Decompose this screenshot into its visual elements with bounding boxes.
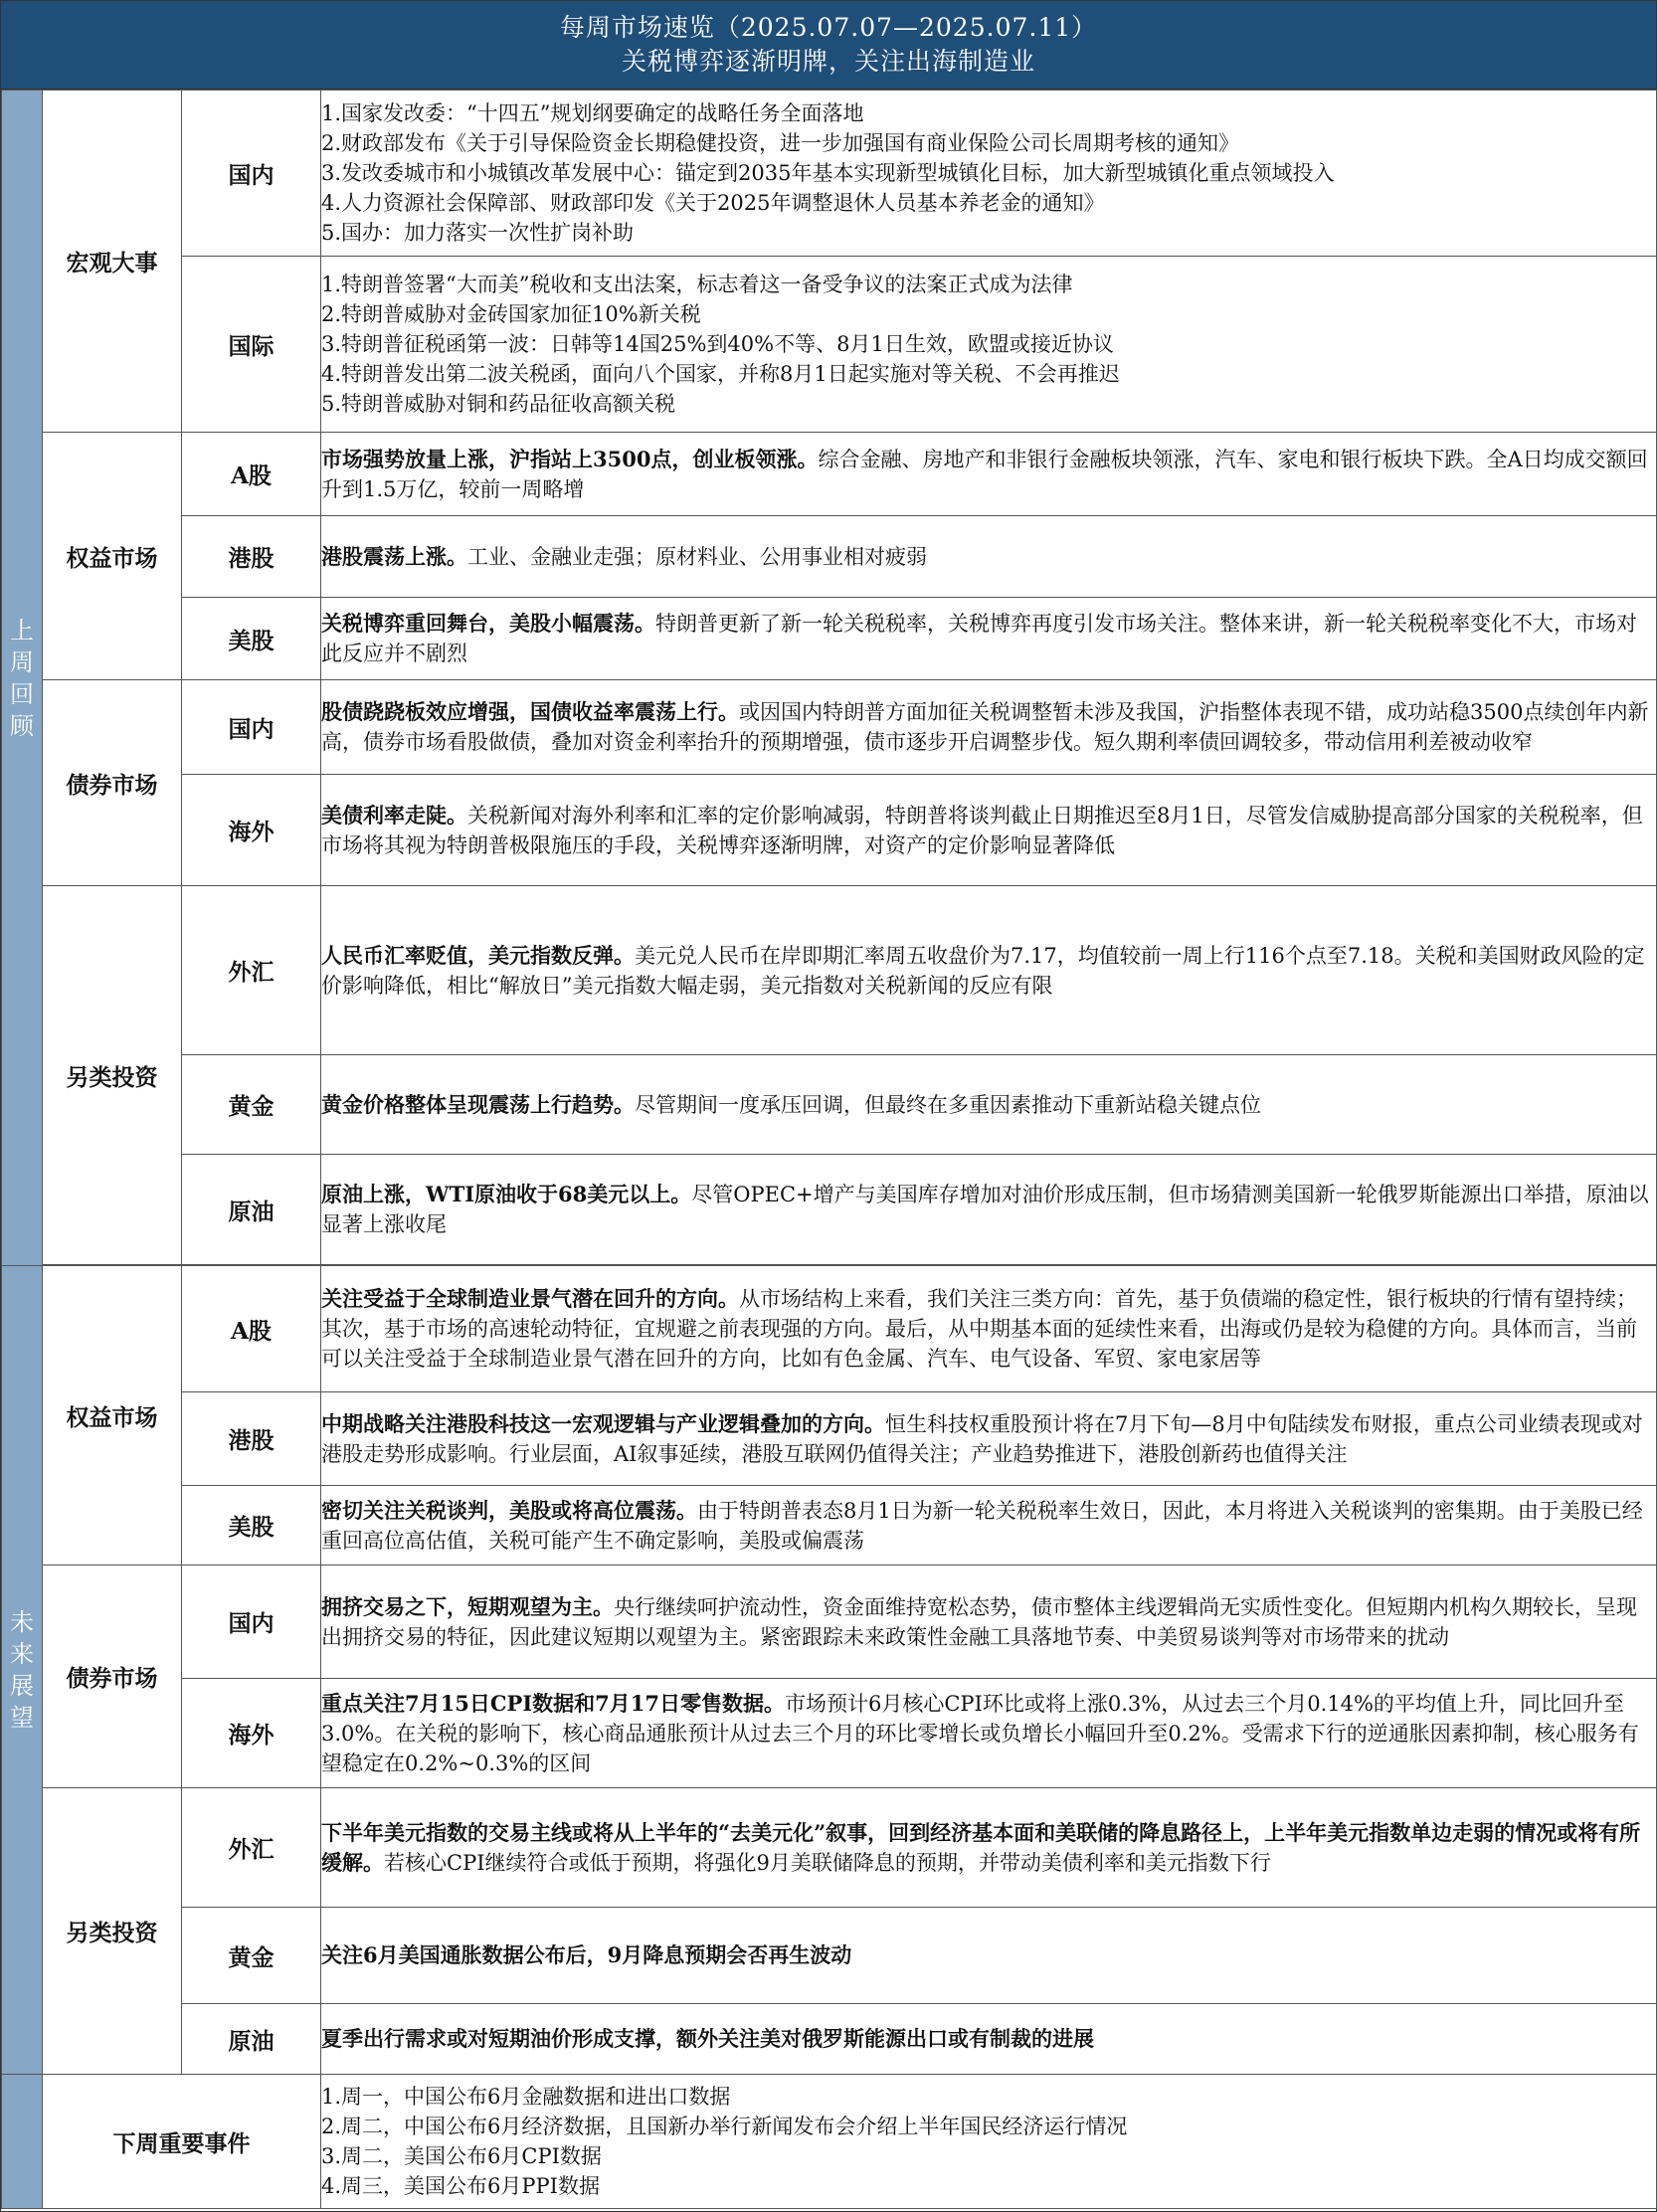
outlook-equity-hk-content: 中期战略关注港股科技这一宏观逻辑与产业逻辑叠加的方向。恒生科技权重股预计将在7月下旬—8月中旬陆续发布财报，重点公司业绩表现或对港股走势形成影响。行业层面，AI叙事延续，港股互联网仍值得关注；产业趋势推进下，港股创新药也值得关注 <box>321 1392 1657 1486</box>
review-macro-label: 宏观大事 <box>43 91 182 433</box>
outlook-bond-dom-label: 国内 <box>182 1566 321 1679</box>
review-alt-fx-label: 外汇 <box>182 886 321 1055</box>
review-alt-oil-label: 原油 <box>182 1155 321 1265</box>
review-equity-a-row <box>2 433 1657 516</box>
list-item: 2.特朗普威胁对金砖国家加征10%新关税 <box>321 302 701 326</box>
outlook-alt-oil-row <box>2 2004 1657 2075</box>
outlook-equity-hk-label: 港股 <box>182 1392 321 1486</box>
review-equity-us-label: 美股 <box>182 598 321 680</box>
review-alt-label: 另类投资 <box>43 886 182 1265</box>
review-macro-intl-content <box>321 257 1657 433</box>
list-item: 2.周二，中国公布6月经济数据，且国新办举行新闻发布会介绍上半年国民经济运行情况 <box>321 2115 1128 2138</box>
review-equity-hk-label: 港股 <box>182 516 321 598</box>
list-item: 3.特朗普征税函第一波：日韩等14国25%到40%不等、8月1日生效，欧盟或接近协议 <box>321 332 1114 356</box>
outlook-alt-fx-content: 下半年美元指数的交易主线或将从上半年的“去美元化”叙事，回到经济基本面和美联储的降息路径上，上半年美元指数单边走弱的情况或将有所缓解。若核心CPI继续符合或低于预期，将强化9月美联储降息的预期，并带动美债利率和美元指数下行 <box>321 1788 1657 1908</box>
review-macro-domestic-row <box>2 91 1657 257</box>
review-alt-oil-row <box>2 1155 1657 1265</box>
list-item: 1.国家发改委：“十四五”规划纲要确定的战略任务全面落地 <box>321 101 864 125</box>
page-title: 每周市场速览（2025.07.07—2025.07.11） <box>559 13 1098 42</box>
review-alt-gold-label: 黄金 <box>182 1055 321 1155</box>
outlook-equity-us-content: 密切关注关税谈判，美股或将高位震荡。由于特朗普表态8月1日为新一轮关税税率生效日，因此，本月将进入关税谈判的密集期。由于美股已经重回高位高估值，关税可能产生不确定影响，美股或偏震荡 <box>321 1486 1657 1566</box>
review-alt-gold-row <box>2 1055 1657 1155</box>
review-bond-os-row <box>2 775 1657 886</box>
outlook-alt-fx-row <box>2 1788 1657 1908</box>
review-alt-fx-row <box>2 886 1657 1055</box>
list-item: 3.周二，美国公布6月CPI数据 <box>321 2144 602 2168</box>
outlook-alt-oil-content: 夏季出行需求或对短期油价形成支撑，额外关注美对俄罗斯能源出口或有制裁的进展 <box>321 2004 1657 2075</box>
events-label: 下周重要事件 <box>43 2075 321 2209</box>
list-item: 1.特朗普签署“大而美”税收和支出法案，标志着这一备受争议的法案正式成为法律 <box>321 273 1073 296</box>
outlook-bond-dom-row <box>2 1566 1657 1679</box>
events-row <box>2 2075 1657 2209</box>
outlook-equity-us-row <box>2 1486 1657 1566</box>
list-item: 4.周三，美国公布6月PPI数据 <box>321 2174 600 2198</box>
outlook-equity-us-label: 美股 <box>182 1486 321 1566</box>
review-macro-domestic-content <box>321 91 1657 257</box>
review-bond-dom-row <box>2 680 1657 775</box>
events-content <box>321 2075 1657 2209</box>
review-equity-us-row <box>2 598 1657 680</box>
review-bond-label: 债券市场 <box>43 680 182 886</box>
list-item: 3.发改委城市和小城镇改革发展中心：锚定到2035年基本实现新型城镇化目标，加大新型城镇化重点领域投入 <box>321 161 1335 185</box>
outlook-bond-os-label: 海外 <box>182 1679 321 1788</box>
review-macro-intl-row <box>2 257 1657 433</box>
outlook-bond-dom-content: 拥挤交易之下，短期观望为主。央行继续呵护流动性，资金面维持宽松态势，债市整体主线逻辑尚无实质性变化。但短期内机构久期较长，呈现出拥挤交易的特征，因此建议短期以观望为主。紧密跟踪未来政策性金融工具落地节奏、中美贸易谈判等对市场带来的扰动 <box>321 1566 1657 1679</box>
review-equity-hk-content: 港股震荡上涨。工业、金融业走强；原材料业、公用事业相对疲弱 <box>321 516 1657 598</box>
list-item: 2.财政部发布《关于引导保险资金长期稳健投资，进一步加强国有商业保险公司长周期考核的通知》 <box>321 131 1240 155</box>
outlook-equity-label: 权益市场 <box>43 1266 182 1566</box>
outlook-alt-gold-content: 关注6月美国通胀数据公布后，9月降息预期会否再生波动 <box>321 1908 1657 2004</box>
outlook-bond-os-row <box>2 1679 1657 1788</box>
review-macro-intl-label: 国际 <box>182 257 321 433</box>
list-item: 5.特朗普威胁对铜和药品征收高额关税 <box>321 392 676 416</box>
review-bond-dom-label: 国内 <box>182 680 321 775</box>
review-equity-a-content: 市场强势放量上涨，沪指站上3500点，创业板领涨。综合金融、房地产和非银行金融板块领涨，汽车、家电和银行板块下跌。全A日均成交额回升到1.5万亿，较前一周略增 <box>321 433 1657 516</box>
list-item: 4.人力资源社会保障部、财政部印发《关于2025年调整退休人员基本养老金的通知》 <box>321 191 1105 215</box>
review-equity-a-label: A股 <box>182 433 321 516</box>
outlook-alt-gold-row <box>2 1908 1657 2004</box>
review-section-label: 上周回顾 <box>2 91 43 1266</box>
review-bond-dom-content: 股债跷跷板效应增强，国债收益率震荡上行。或因国内特朗普方面加征关税调整暂未涉及我国，沪指整体表现不错，成功站稳3500点续创年内新高，债券市场看股做债，叠加对资金利率抬升的预期增强，债市逐步开启调整步伐。短久期利率债回调较多，带动信用利差被动收窄 <box>321 680 1657 775</box>
list-item: 4.特朗普发出第二波关税函，面向八个国家，并称8月1日起实施对等关税、不会再推迟 <box>321 362 1120 386</box>
review-equity-label: 权益市场 <box>43 433 182 680</box>
list-item: 1.周一，中国公布6月金融数据和进出口数据 <box>321 2085 731 2109</box>
page-title-banner <box>1 1 1656 90</box>
review-macro-domestic-label: 国内 <box>182 91 321 257</box>
review-bond-os-content: 美债利率走陡。关税新闻对海外利率和汇率的定价影响减弱，特朗普将谈判截止日期推迟至8月1日，尽管发信威胁提高部分国家的关税税率，但市场将其视为特朗普极限施压的手段，关税博弈逐渐明牌，对资产的定价影响显著降低 <box>321 775 1657 886</box>
outlook-alt-fx-label: 外汇 <box>182 1788 321 1908</box>
outlook-equity-a-row <box>2 1266 1657 1392</box>
outlook-bond-os-content: 重点关注7月15日CPI数据和7月17日零售数据。市场预计6月核心CPI环比或将上涨0.3%，从过去三个月0.14%的平均值上升，同比回升至3.0%。在关税的影响下，核心商品通胀预计从过去三个月的环比零增长或负增长小幅回升至0.2%。受需求下行的逆通胀因素抑制，核心服务有望稳定在0.2%~0.3%的区间 <box>321 1679 1657 1788</box>
outlook-bond-label: 债券市场 <box>43 1566 182 1788</box>
outlook-alt-oil-label: 原油 <box>182 2004 321 2075</box>
outlook-section-label: 未来展望 <box>2 1266 43 2075</box>
review-equity-us-content: 关税博弈重回舞台，美股小幅震荡。特朗普更新了新一轮关税税率，关税博弈再度引发市场关注。整体来讲，新一轮关税税率变化不大，市场对此反应并不剧烈 <box>321 598 1657 680</box>
review-equity-hk-row <box>2 516 1657 598</box>
outlook-alt-label: 另类投资 <box>43 1788 182 2075</box>
overview-table <box>1 90 1657 2209</box>
review-alt-oil-content: 原油上涨，WTI原油收于68美元以上。尽管OPEC+增产与美国库存增加对油价形成压制，但市场猜测美国新一轮俄罗斯能源出口举措，原油以显著上涨收尾 <box>321 1155 1657 1265</box>
outlook-equity-hk-row <box>2 1392 1657 1486</box>
page-subtitle: 关税博弈逐渐明牌，关注出海制造业 <box>621 47 1035 76</box>
review-bond-os-label: 海外 <box>182 775 321 886</box>
review-alt-gold-content: 黄金价格整体呈现震荡上行趋势。尽管期间一度承压回调，但最终在多重因素推动下重新站稳关键点位 <box>321 1055 1657 1155</box>
outlook-equity-a-label: A股 <box>182 1266 321 1392</box>
list-item: 5.国办：加力落实一次性扩岗补助 <box>321 221 635 245</box>
review-alt-fx-content: 人民币汇率贬值，美元指数反弹。美元兑人民币在岸即期汇率周五收盘价为7.17，均值较前一周上行116个点至7.18。关税和美国财政风险的定价影响降低，相比“解放日”美元指数大幅走弱，美元指数对关税新闻的反应有限 <box>321 886 1657 1055</box>
outlook-alt-gold-label: 黄金 <box>182 1908 321 2004</box>
outlook-equity-a-content: 关注受益于全球制造业景气潜在回升的方向。从市场结构上来看，我们关注三类方向：首先，基于负债端的稳定性，银行板块的行情有望持续；其次，基于市场的高速轮动特征，宜规避之前表现强的方向。最后，从中期基本面的延续性来看，出海或仍是较为稳健的方向。具体而言，当前可以关注受益于全球制造业景气潜在回升的方向，比如有色金属、汽车、电气设备、军贸、家电家居等 <box>321 1266 1657 1392</box>
